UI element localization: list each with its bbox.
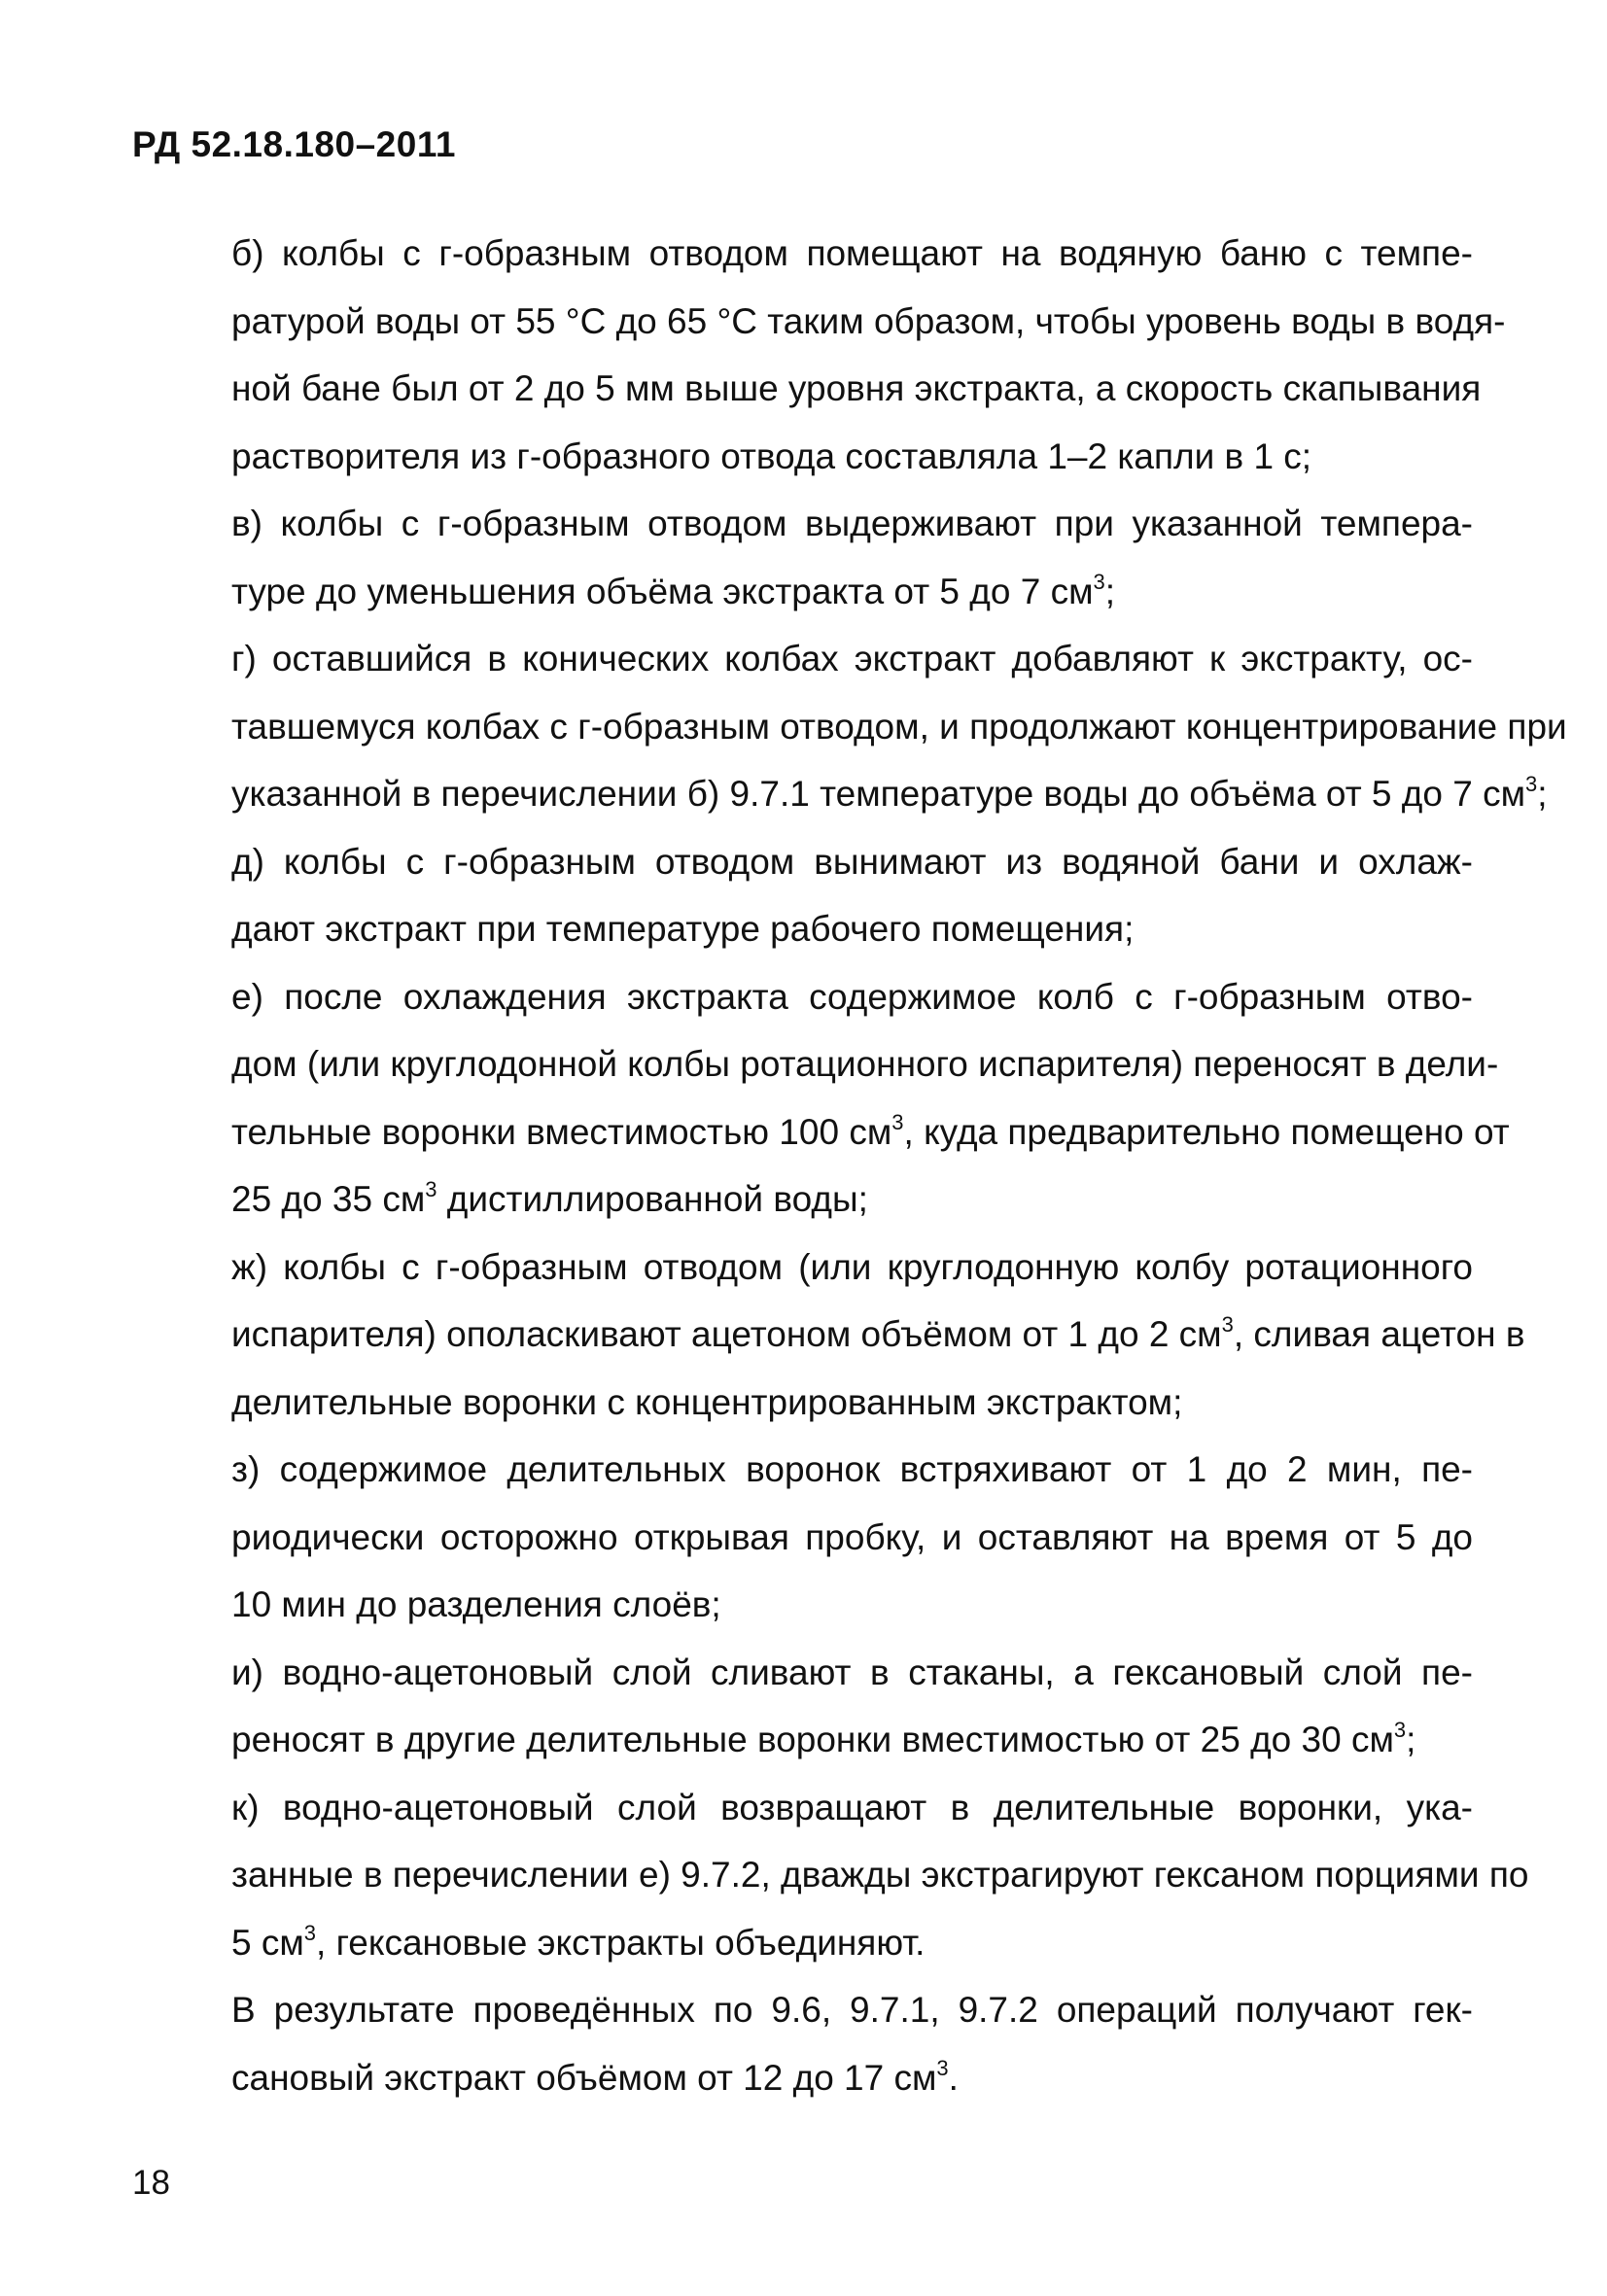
paragraph-k [126, 1774, 1529, 1977]
paragraph-z [126, 1436, 1473, 1639]
paragraph-line: сановый экстракт объёмом от 12 до 17 $см^3$. [231, 2055, 959, 2098]
paragraph-line: в) колбы с г-образным отводом выдерживают при указанной темпера- [231, 504, 1473, 543]
paragraph-line: дают экстракт при температуре рабочего помещения; [231, 909, 1135, 949]
paragraph-line: реносят в другие делительные воронки вместимостью от 25 до 30 $см^3$; [231, 1718, 1416, 1759]
paragraph-line: ж) колбы с г-образным отводом (или круглодонную колбу ротационного [231, 1246, 1473, 1287]
paragraph-line: и) водно-ацетоновый слой сливают в стаканы, а гексановый слой пе- [231, 1652, 1473, 1692]
paragraph-line: В результате проведённых по 9.6, 9.7.1, 9.7.2 операций получают гек- [231, 1990, 1473, 2030]
paragraph-line: тельные воронки вместимостью 100 $см^3$, куда предварительно помещено от [231, 1109, 1510, 1152]
paragraph-i [126, 1639, 1473, 1774]
paragraph-line: д) колбы с г-образным отводом вынимают из водяной бани и охлаж- [231, 841, 1473, 882]
paragraph-line: 5 $см^3$, гексановые экстракты объединяют. [231, 1920, 926, 1963]
paragraph-line: ной бане был от 2 до 5 мм выше уровня экстракта, а скорость скапывания [231, 368, 1482, 408]
document-code-header: РД 52.18.180–2011 [132, 124, 456, 164]
paragraph-line: занные в перечислении е) 9.7.2, дважды экстрагируют гексаном порциями по [231, 1855, 1529, 1895]
paragraph-line: тавшемуся колбах с г-образным отводом, и продолжают концентрирование при [231, 706, 1567, 747]
paragraph-d [126, 828, 1473, 963]
paragraph-line: б) колбы с г-образным отводом помещают на водяную баню с темпе- [231, 233, 1473, 273]
paragraph-g [126, 625, 1567, 828]
paragraph-line: делительные воронки с концентрированным экстрактом; [231, 1381, 1183, 1422]
paragraph-line: ратурой воды от 55 °С до 65 °С таким образом, чтобы уровень воды в водя- [231, 300, 1506, 341]
page-number: 18 [132, 2164, 170, 2202]
paragraph-line: испарителя) ополаскивают ацетоном объёмом от 1 до 2 $см^3$, сливая ацетон в [231, 1312, 1525, 1354]
paragraph-result [126, 1976, 1473, 2111]
paragraph-line: указанной в перечислении б) 9.7.1 температуре воды до объёма от 5 до 7 $см^3$; [231, 772, 1548, 814]
paragraph-line: 25 до 35 $см^3$ дистиллированной воды; [231, 1177, 868, 1219]
document-body [126, 220, 1567, 2111]
paragraph-v [126, 490, 1473, 625]
paragraph-e [126, 963, 1510, 1234]
paragraph-b [126, 220, 1506, 490]
paragraph-line: г) оставшийся в конических колбах экстракт добавляют к экстракту, ос- [231, 639, 1473, 678]
paragraph-line: 10 мин до разделения слоёв; [231, 1584, 721, 1624]
paragraph-line: растворителя из г-образного отвода составляла 1–2 капли в 1 с; [231, 435, 1312, 476]
paragraph-line: е) после охлаждения экстракта содержимое колб с г-образным отво- [231, 976, 1473, 1017]
paragraph-line: дом (или круглодонной колбы ротационного испарителя) переносят в дели- [231, 1044, 1499, 1084]
paragraph-line: риодически осторожно открывая пробку, и оставляют на время от 5 до [231, 1516, 1473, 1557]
paragraph-line: туре до уменьшения объёма экстракта от 5 до 7 $см^3$; [231, 569, 1116, 611]
paragraph-line: к) водно-ацетоновый слой возвращают в делительные воронки, ука- [231, 1787, 1473, 1827]
paragraph-zh [126, 1234, 1525, 1437]
paragraph-line: з) содержимое делительных воронок встряхивают от 1 до 2 мин, пе- [231, 1449, 1473, 1489]
